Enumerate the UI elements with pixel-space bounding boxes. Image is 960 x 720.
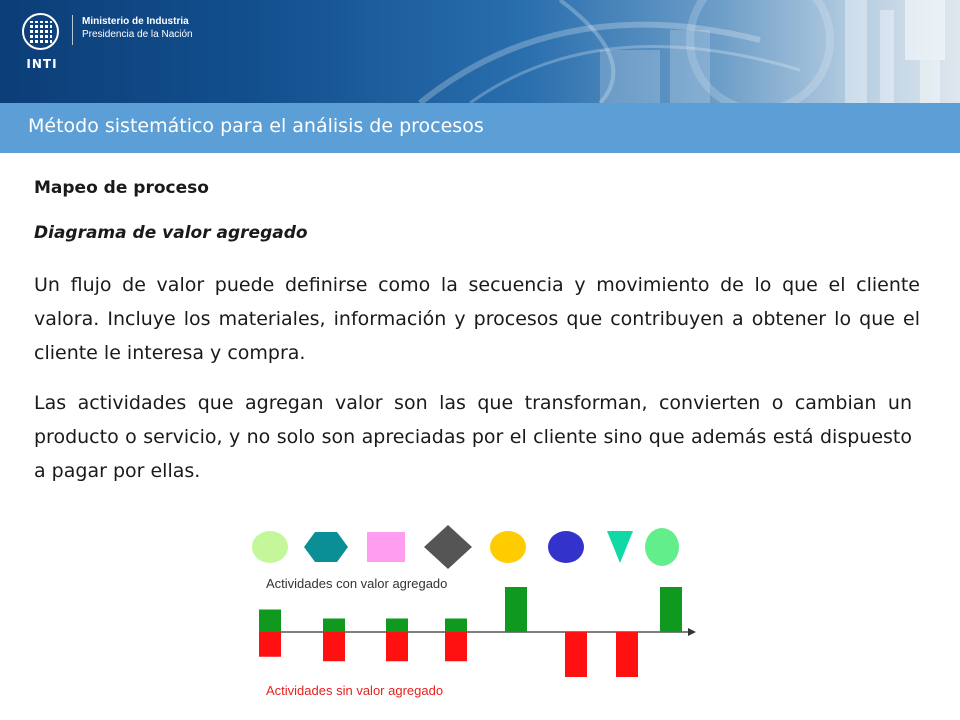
added-value-bar — [259, 610, 281, 633]
triangle-shape — [607, 531, 633, 563]
paragraph-value-activities: Las actividades que agregan valor son las que transforman, convierten o cambian un producto o servicio, y no solo son apreciadas por el cliente sino que además está dispuesto a pagar por ellas. — [34, 392, 912, 482]
section-heading: Mapeo de proceso — [34, 178, 209, 198]
non-added-value-label: Actividades sin valor agregado — [266, 683, 444, 698]
logo-text: INTI — [26, 57, 58, 71]
non-added-value-bar — [445, 632, 467, 661]
circle-shape — [252, 531, 288, 563]
circle-shape — [490, 531, 526, 563]
non-added-value-bar — [259, 632, 281, 657]
added-value-bar — [445, 619, 467, 633]
title-bar — [0, 103, 960, 153]
non-added-value-bar — [565, 632, 587, 677]
circle-shape — [548, 531, 584, 563]
axis-arrow-icon — [688, 628, 696, 636]
paragraph-value-stream: Un flujo de valor puede definirse como la secuencia y movimiento de lo que el cliente valora. Incluye los materiales, información y procesos que contribuyen a obtener lo que el cliente le interesa y compra. — [34, 274, 920, 364]
added-value-bar — [505, 587, 527, 632]
ministry-subtitle: Presidencia de la Nación — [82, 29, 193, 40]
hexagon-shape — [304, 532, 348, 562]
circle-shape — [645, 528, 679, 566]
added-value-bar — [323, 619, 345, 633]
added-value-bar — [386, 619, 408, 633]
slide-title: Método sistemático para el análisis de procesos — [28, 115, 484, 137]
square-shape — [367, 532, 405, 562]
ministry-name: Ministerio de Industria — [82, 16, 189, 27]
non-added-value-bar — [323, 632, 345, 661]
added-value-bar — [660, 587, 682, 632]
inti-logo-icon — [22, 13, 59, 50]
diamond-shape — [424, 525, 472, 569]
sub-heading: Diagrama de valor agregado — [34, 223, 308, 243]
added-value-label: Actividades con valor agregado — [266, 576, 448, 591]
value-added-diagram — [236, 518, 706, 708]
logo-divider — [72, 15, 73, 45]
non-added-value-bar — [616, 632, 638, 677]
header-banner — [0, 0, 960, 103]
non-added-value-bar — [386, 632, 408, 661]
